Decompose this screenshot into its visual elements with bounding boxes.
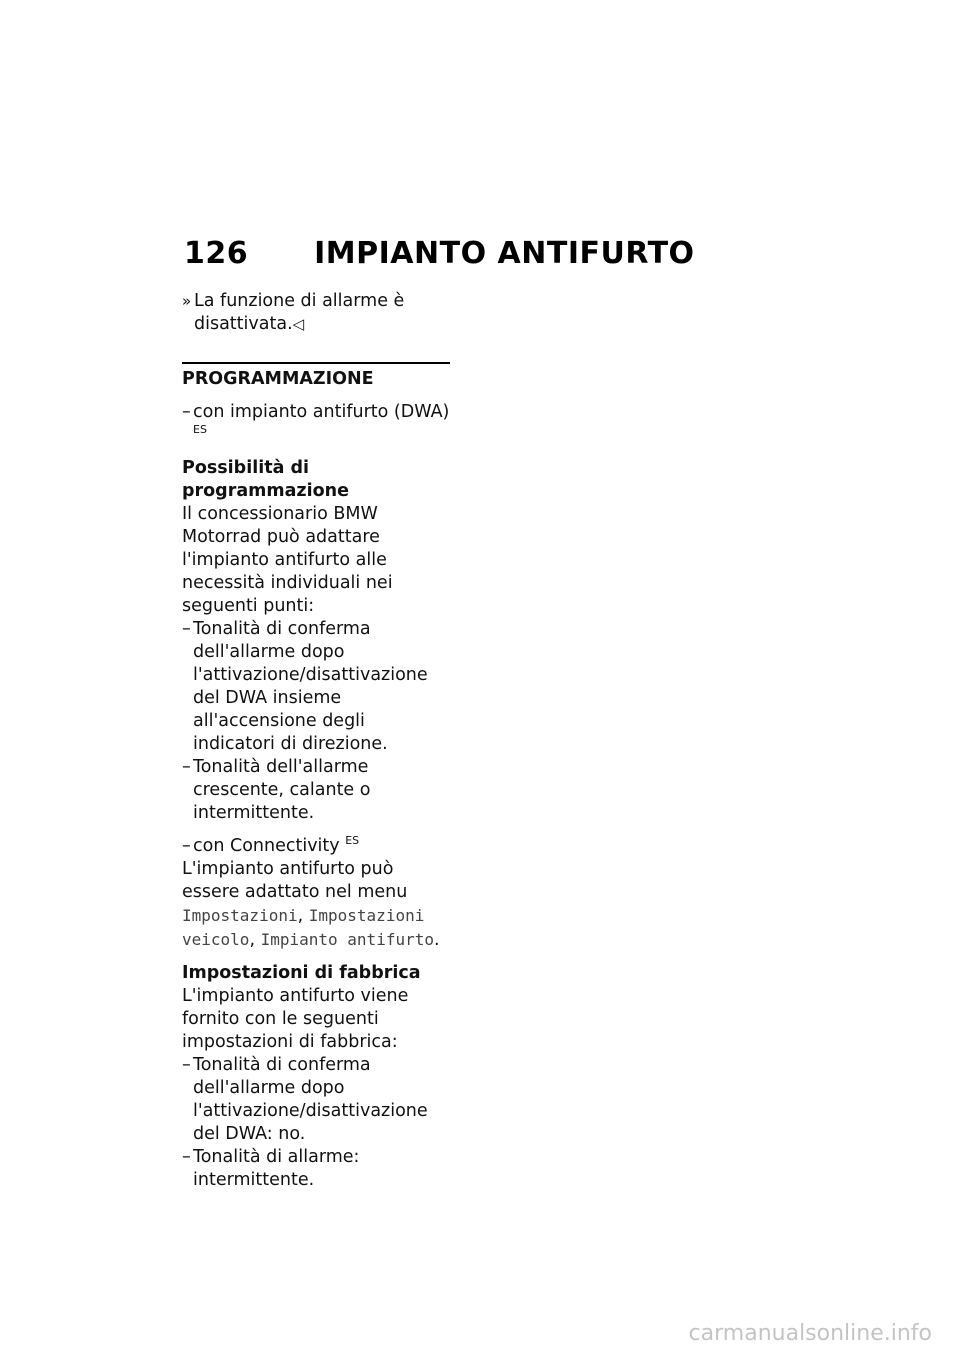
menu-path-vehicle-settings: Impostazioni veicolo: [182, 906, 425, 949]
connectivity-paragraph: L'impianto antifurto può essere adattato nel menu Impostazioni, Impostazioni veicolo, Impianto antifurto.: [182, 859, 440, 950]
section-title: PROGRAMMAZIONE: [182, 369, 374, 389]
option-code: ES: [345, 834, 360, 848]
subsection-heading: Possibilità di programmazione: [182, 458, 349, 501]
list-item: – Tonalità di allarme: intermittente.: [182, 1147, 360, 1190]
watermark: carmanualsonline.info: [688, 1321, 932, 1346]
page-number: 126: [184, 236, 249, 271]
equipment-option-connectivity: – con Connectivity $^{ES}$: [182, 834, 360, 856]
page-title: IMPIANTO ANTIFURTO: [314, 236, 695, 271]
option-label: con Connectivity: [193, 836, 340, 856]
triangle-left-icon: ◁: [292, 315, 305, 333]
subsection-heading: Impostazioni di fabbrica: [182, 963, 421, 983]
page-header: [184, 236, 695, 271]
list-item: – Tonalità di conferma dell'allarme dopo l'attivazione/disattivazione del DWA: no.: [182, 1055, 428, 1144]
intro-note: [182, 290, 452, 336]
paragraph: Il concessionario BMW Motorrad può adattare l'impianto antifurto alle necessità individuali nei seguenti punti:: [182, 504, 393, 616]
paragraph: L'impianto antifurto viene fornito con le seguenti impostazioni di fabbrica:: [182, 986, 409, 1052]
chevron-right-icon: »: [182, 292, 192, 310]
equipment-option-dwa: – con impianto antifurto (DWA) $^{ES}$: [182, 402, 450, 437]
option-code: ES: [193, 423, 207, 437]
page-content: [182, 290, 452, 1192]
menu-path-alarm: Impianto antifurto: [260, 930, 434, 949]
list-item: – Tonalità dell'allarme crescente, calante o intermittente.: [182, 757, 371, 823]
section-divider: [182, 362, 450, 364]
intro-text: La funzione di allarme è disattivata.: [194, 291, 405, 334]
list-item: – Tonalità di conferma dell'allarme dopo l'attivazione/disattivazione del DWA insieme all'accensione degli indicatori di direzione.: [182, 619, 428, 754]
option-label: con impianto antifurto (DWA): [193, 402, 450, 422]
menu-path-settings: Impostazioni: [182, 906, 298, 925]
